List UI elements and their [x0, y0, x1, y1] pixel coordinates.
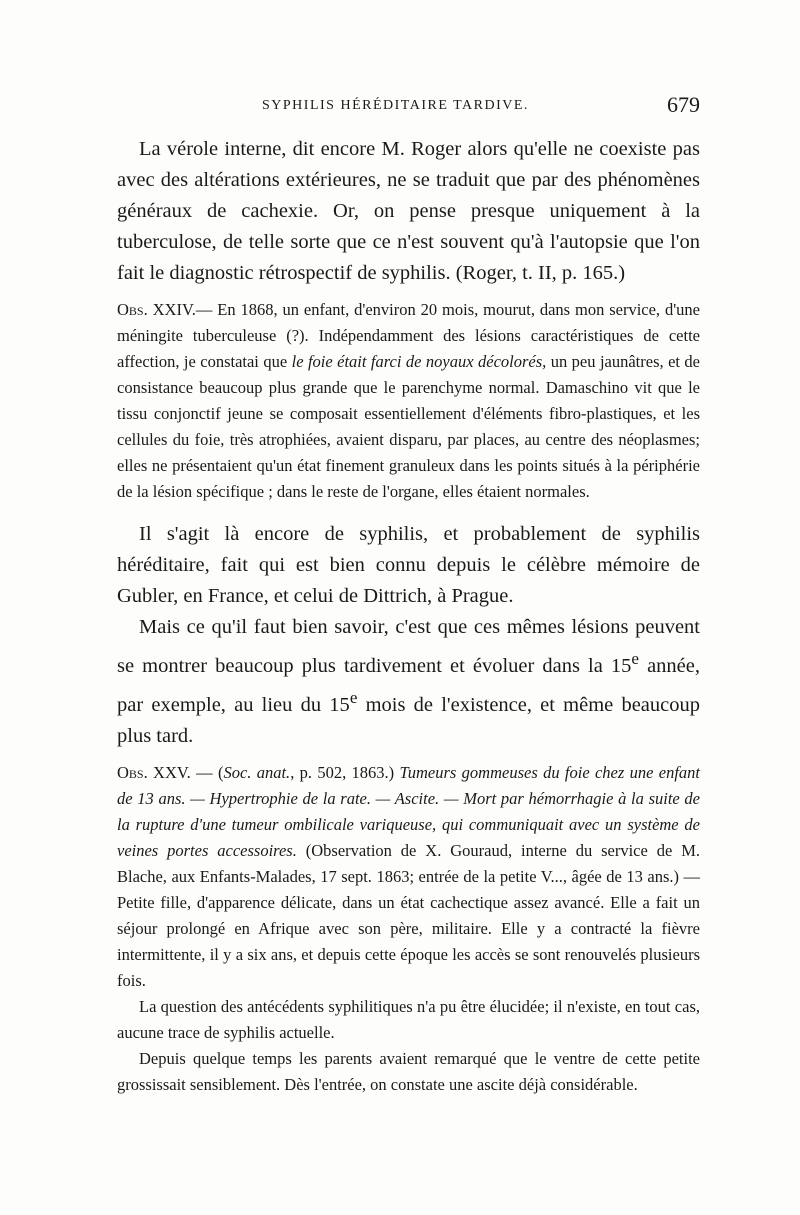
paragraph-text-continued: année, par exemple, au lieu du 15 [117, 654, 700, 716]
spacer [117, 505, 700, 519]
observation-text-continued: (Observation de X. Gouraud, interne du service de M. Blache, aux Enfants-Malades, 17 sept. 1863; entrée de la petite V..., âgée de 13 ans.) — Petite fille, d'apparence délicate, dans un état cachectique assez avancé. Elle a fait un séjour prolongé en Afrique avec son père, militaire. Elle y a contracté la fièvre intermittente, il y a six ans, et depuis cette époque les accès se sont renouvelés plusieurs fois. [117, 840, 700, 990]
paragraph-text: La vérole interne, dit encore M. Roger alors qu'elle ne coexiste pas avec des altérations extérieures, ne se traduit que par des phénomènes généraux de cachexie. Or, on pense presque uniquement à la tuberculose, de telle sorte que ce n'est souvent qu'à l'autopsie que l'on fait le diagnostic rétrospectif de syphilis. (Roger, t. II, p. 165.) [117, 138, 700, 284]
paragraph-text: Il s'agit là encore de syphilis, et probablement de syphilis héréditaire, fait qui est bien connu depuis le célèbre mémoire de Gubler, en France, et celui de Dittrich, à Prague. [117, 523, 700, 607]
superscript: e [349, 687, 358, 707]
paragraph-antecedents [117, 994, 700, 1046]
observation-title: Tumeurs gommeuses du foie chez une enfant de 13 ans. — Hypertrophie de la rate. — Ascite. — Mort par hémorrhagie à la suite de la rupture d'une tumeur ombilicale variqueuse, qui communiquait avec un système de veines portes accessoires. [117, 762, 700, 860]
paragraph-syphilis-hereditaire [117, 519, 700, 612]
page-number: 679 [667, 92, 700, 117]
paragraph-text-end: mois de l'existence, et même beaucoup plus tard. [117, 693, 701, 747]
superscript: e [631, 649, 639, 668]
paragraph-lesions-tardives [117, 612, 700, 752]
observation-text-continued: un peu jaunâtres, et de consistance beaucoup plus grande que le parenchyme normal. Damaschino vit que le tissu conjonctif jeune se composait essentiellement d'éléments fibro-plastiques, et les cellules du foie, très atrophiées, avaient disparu, par places, au centre des néoplasmes; elles ne présentaient qu'un état finement granuleux dans les points situés à la périphérie de la lésion spécifique ; dans le reste de l'organe, elles étaient normales. [117, 352, 700, 501]
running-title: SYPHILIS HÉRÉDITAIRE TARDIVE. [262, 98, 529, 113]
observation-text: — ( [190, 762, 224, 782]
paragraph-text: Mais ce qu'il faut bien savoir, c'est que ces mêmes lésions peuvent se montrer beaucoup plus tardivement et évoluer dans la 15 [117, 616, 700, 677]
observation-xxiv [117, 297, 700, 505]
observation-label: Obs. XXV. [117, 762, 191, 782]
observation-italic-text: le foie était farci de noyaux décolorés, [291, 352, 547, 371]
observation-source: Soc. anat. [223, 762, 291, 782]
paragraph-text: Depuis quelque temps les parents avaient remarqué que le ventre de cette petite grossissait sensiblement. Dès l'entrée, on constate une ascite déjà considérable. [117, 1048, 700, 1094]
paragraph-roger-quote [117, 134, 700, 289]
observation-xxv [117, 760, 700, 994]
spacer [117, 752, 700, 760]
running-head [117, 92, 700, 128]
observation-text: — En 1868, un enfant, d'environ 20 mois, mourut, dans mon service, d'une méningite tuberculeuse (?). Indépendamment des lésions caractéristiques de cette affection, je constatai que [117, 300, 700, 371]
spacer [117, 289, 700, 297]
observation-reference: , p. 502, 1863.) [290, 762, 400, 782]
observation-label: Obs. XXIV. [117, 300, 196, 319]
paragraph-text: La question des antécédents syphilitiques n'a pu être élucidée; il n'existe, en tout cas, aucune trace de syphilis actuelle. [117, 996, 700, 1042]
paragraph-ascite [117, 1046, 700, 1098]
